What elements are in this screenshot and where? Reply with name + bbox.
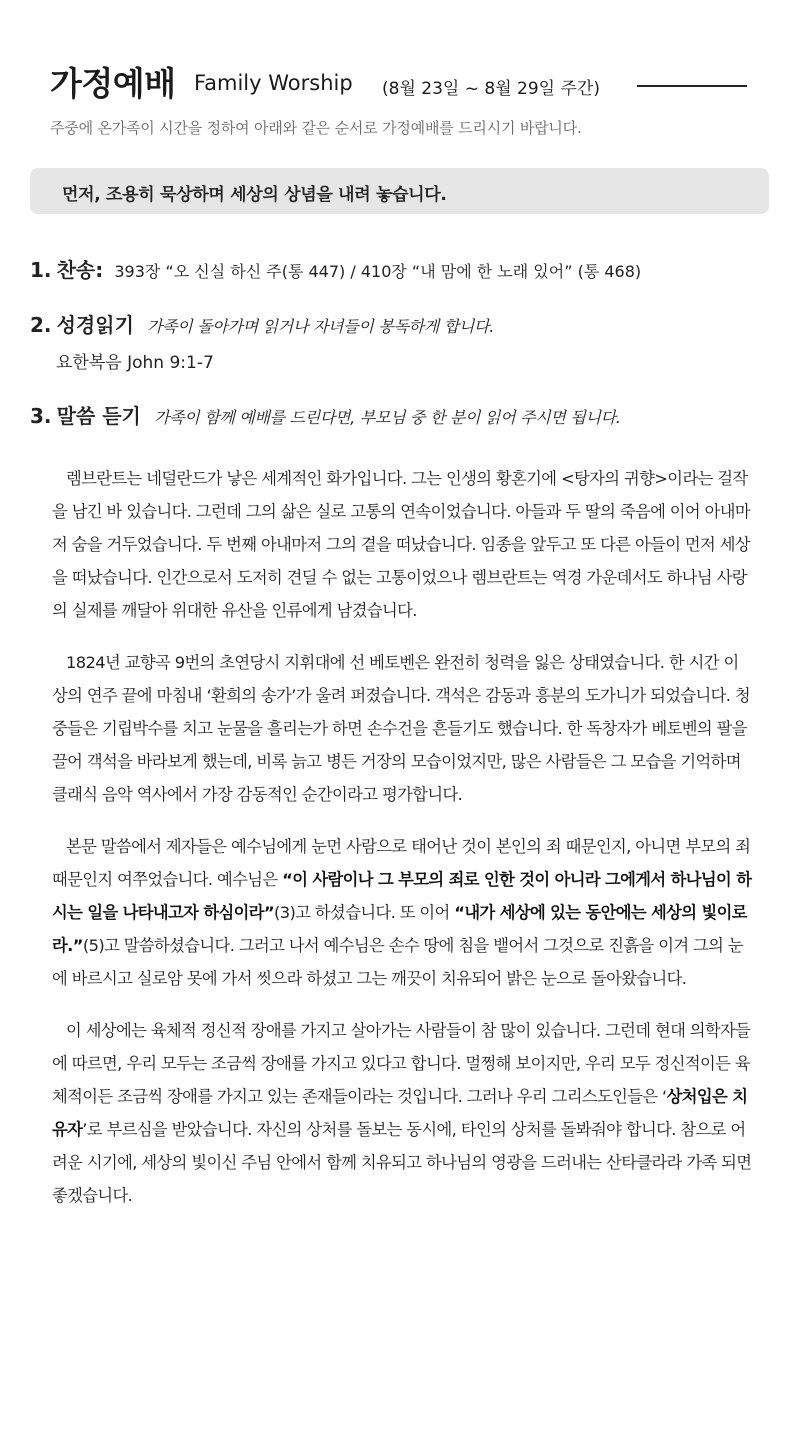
paragraph-text: (5)고 말씀하셨습니다. 그러고 나서 예수님은 손수 땅에 침을 뱉어서 그것으로 진흙을 이겨 그의 눈에 바르시고 실로암 못에 가서 씻으라 하셨고 그는 깨끗이 치유되어 밝은 눈으로 돌아왔습니다. (52, 936, 744, 988)
header (50, 58, 750, 108)
step-name: 성경읽기 (56, 313, 134, 337)
scripture-quote: “이 사람이나 그 부모의 죄로 인한 것이 아니라 그에게서 하나님이 하시는 일을 나타내고자 하심이라” (52, 870, 752, 922)
header-divider (637, 85, 747, 87)
step-number: 2. (30, 313, 52, 337)
step-hymn (30, 254, 641, 283)
step-name: 말씀 듣기 (56, 404, 141, 428)
step-number: 3. (30, 404, 52, 428)
paragraph-text: 이 세상에는 육체적 정신적 장애를 가지고 살아가는 사람들이 참 많이 있습니다. 그런데 현대 의학자들에 따르면, 우리 모두는 조금씩 장애를 가지고 있다고 합니다. 멀쩡해 보이지만, 우리 모두 정신적이든 육체적이든 조금씩 장애를 가지고 있는 존재들이라는 것입니다. 그러나 우리 그리스도인들은 ‘ (52, 1021, 751, 1106)
emphasis-phrase: 상처입은 치유자 (52, 1087, 748, 1139)
scripture-quote: “내가 세상에 있는 동안에는 세상의 빛이로라.” (52, 903, 747, 955)
page-title: 가정예배 (50, 64, 176, 103)
scripture-reference: 요한복음 John 9:1-7 (56, 353, 214, 373)
paragraph-text: 본문 말씀에서 제자들은 예수님에게 눈먼 사람으로 태어난 것이 본인의 죄 때문인지, 아니면 부모의 죄 때문인지 여쭈었습니다. 예수님은 (52, 837, 751, 889)
step-name: 찬송: (56, 258, 104, 282)
step-note: 가족이 돌아가며 읽거나 자녀들이 봉독하게 합니다. (146, 317, 494, 336)
sermon-paragraph-4 (52, 1014, 752, 1212)
sermon-paragraph-3 (52, 830, 752, 995)
sermon-paragraph-1: 렘브란트는 네덜란드가 낳은 세계적인 화가입니다. 그는 인생의 황혼기에 <탕자의 귀향>이라는 걸작을 남긴 바 있습니다. 그런데 그의 삶은 실로 고통의 연속이었습니다. 아들과 두 딸의 죽음에 이어 아내마저 숨을 거두었습니다. 두 번째 아내마저 그의 곁을 떠났습니다. 임종을 앞두고 또 다른 아들이 먼저 세상을 떠났습니다. 인간으로서 도저히 견딜 수 없는 고통이었으나 렘브란트는 역경 가운데서도 하나님 사랑의 실제를 깨달아 위대한 유산을 인류에게 남겼습니다. (52, 469, 751, 620)
step-number: 1. (30, 258, 52, 282)
sermon-paragraph-2: 1824년 교향곡 9번의 초연당시 지휘대에 선 베토벤은 완전히 청력을 잃은 상태였습니다. 한 시간 이상의 연주 끝에 마침내 ‘환희의 송가’가 울려 퍼졌습니다. 객석은 감동과 흥분의 도가니가 되었습니다. 청중들은 기립박수를 치고 눈물을 흘리는가 하면 손수건을 흔들기도 했습니다. 한 독창자가 베토벤의 팔을 끌어 객석을 바라보게 했는데, 비록 늙고 병든 거장의 모습이었지만, 많은 사람들은 그 모습을 기억하며 클래식 음악 역사에서 가장 감동적인 순간이라고 평가합니다. (52, 653, 751, 804)
hymn-detail: 393장 “오 신실 하신 주(통 447) / 410장 “내 맘에 한 노래 있어” (통 468) (114, 262, 642, 281)
paragraph-text: ’로 부르심을 받았습니다. 자신의 상처를 돌보는 동시에, 타인의 상처를 돌봐줘야 합니다. 참으로 어려운 시기에, 세상의 빛이신 주님 안에서 함께 치유되고 하나님의 영광을 드러내는 산타클라라 가족 되면 좋겠습니다. (52, 1120, 752, 1205)
sermon-body (52, 462, 752, 1231)
paragraph-text: (3)고 하셨습니다. 또 이어 (273, 903, 455, 922)
step-sermon (30, 400, 621, 429)
page-subtitle: 주중에 온가족이 시간을 정하여 아래와 같은 순서로 가정예배를 드리시기 바랍니다. (50, 119, 582, 137)
banner-text: 먼저, 조용히 묵상하며 세상의 상념을 내려 놓습니다. (62, 185, 447, 205)
step-scripture-reading (30, 309, 494, 338)
week-dates: (8월 23일 ~ 8월 29일 주간) (382, 79, 600, 99)
page-title-english: Family Worship (194, 71, 353, 95)
meditation-banner (30, 168, 769, 214)
step-note: 가족이 함께 예배를 드린다면, 부모님 중 한 분이 읽어 주시면 됩니다. (153, 408, 621, 427)
